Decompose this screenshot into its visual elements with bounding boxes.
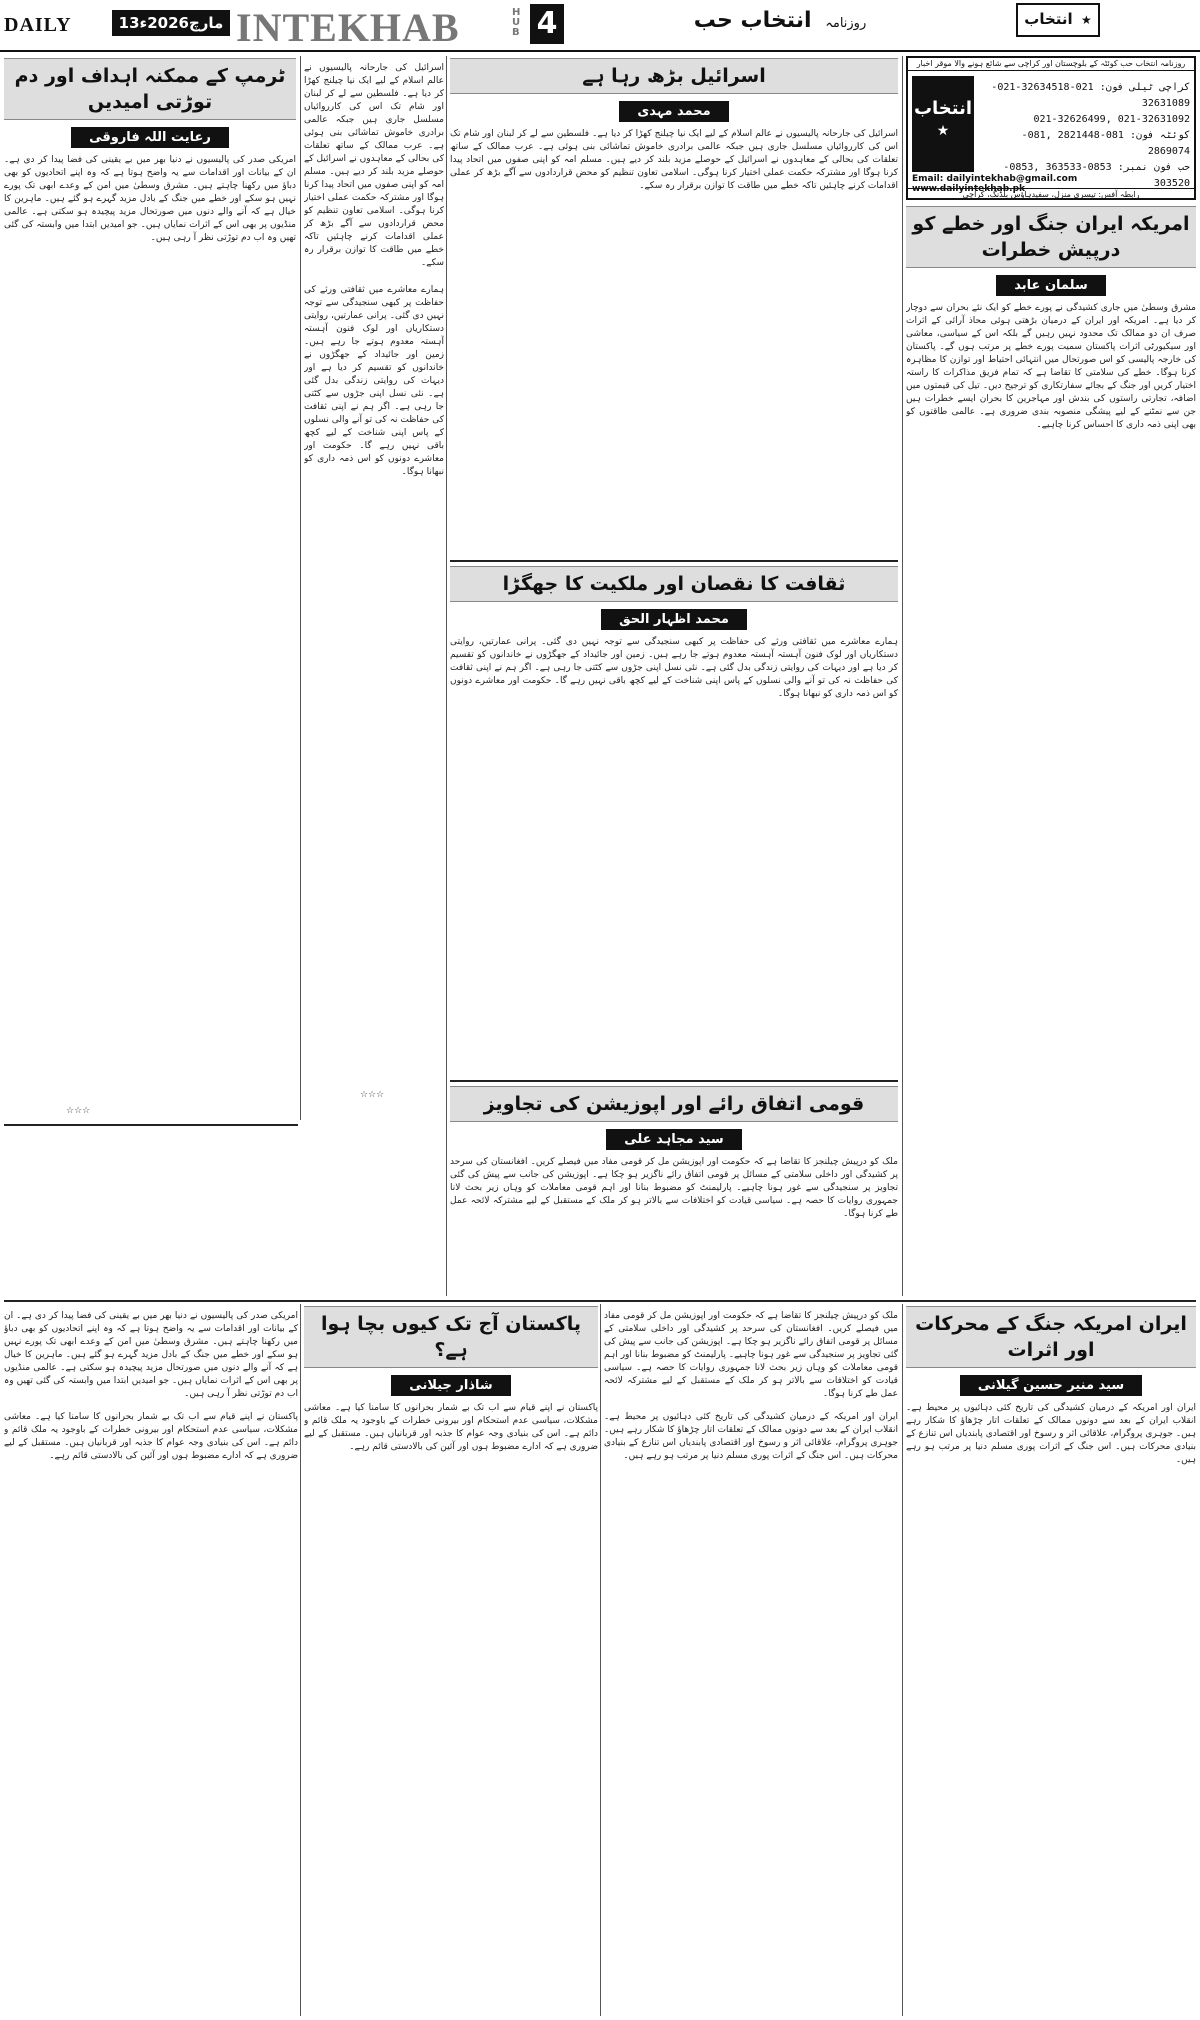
masthead-date: 13مارچ2026ء — [112, 10, 230, 36]
article-body: ملک کو درپیش چیلنجز کا تقاضا ہے کہ حکومت اور اپوزیشن مل کر قومی مفاد میں فیصلے کریں۔ افغانستان کی سرحد پر کشیدگی اور داخلی سلامتی کے مسائل پر قومی اتفاق رائے ناگزیر ہو چکا ہے۔ اپوزیشن کی جانب سے پیش کی گئی تجاویز پر سنجیدگی سے غور ہونا چاہیے۔ پارلیمنٹ کو مضبوط بنانا اور اہم قومی معاملات کو وہاں زیر بحث لانا جمہوری روایات کا حصہ ہے۔ سیاسی قیادت کو اختلافات سے بالاتر ہو کر ملک کے مستقبل کے لیے مشترکہ لائحہ عمل طے کرنا ہوگا۔ — [450, 1157, 898, 1219]
article-headline: ثقافت کا نقصان اور ملکیت کا جھگڑا — [450, 566, 898, 602]
phone-line: کوئٹہ فون: 081-2821448 ,081-2869074 — [1021, 130, 1190, 157]
column-rule — [300, 1304, 301, 2016]
infobox-logo — [912, 76, 974, 172]
article-body-continued: ایران اور امریکہ کے درمیان کشیدگی کی تاریخ کئی دہائیوں پر محیط ہے۔ انقلاب ایران کے بعد سے دونوں ممالک کے تعلقات اتار چڑھاؤ کا شکار رہے ہیں۔ جوہری پروگرام، علاقائی اثر و رسوخ اور اقتصادی پابندیاں اس تنازع کے بنیادی محرکات ہیں۔ اس جنگ کے اثرات پوری مسلم دنیا پر مرتب ہو رہے ہیں۔ — [604, 1412, 898, 1461]
article-culture — [450, 566, 898, 1074]
column-rule — [902, 56, 903, 1296]
article-body-continued: پاکستان نے اپنے قیام سے اب تک بے شمار بحرانوں کا سامنا کیا ہے۔ معاشی مشکلات، سیاسی عدم استحکام اور بیرونی خطرات کے باوجود یہ ملک قائم و دائم ہے۔ اس کی بنیادی وجہ عوام کا جذبہ اور قربانیاں ہیں۔ مستقبل کے لیے ضروری ہے کہ ادارے مضبوط ہوں اور آئین کی بالادستی قائم رہے۔ — [4, 1412, 298, 1461]
phone-line: 021-32631092 ,021-32626499 — [1033, 114, 1190, 125]
masthead-hub: H U B — [512, 7, 521, 38]
article-body: اسرائیل کی جارحانہ پالیسیوں نے عالم اسلام کے لیے ایک نیا چیلنج کھڑا کر دیا ہے۔ فلسطین سے لے کر لبنان اور شام تک اس کی کارروائیاں مسلسل جاری ہیں جبکہ عالمی برادری خاموش تماشائی بنی ہوئی ہے۔ عرب ممالک کے ساتھ تعلقات کی بحالی کے معاہدوں نے اسرائیل کے حوصلے مزید بلند کر دیے ہیں۔ مسلم امہ کو اپنی صفوں میں اتحاد پیدا کرنا ہوگا اور مشترکہ حکمت عملی اختیار کرنا ہوگی۔ اسلامی تعاون تنظیم کو محض قراردادوں سے آگے بڑھ کر عملی اقدامات کرنے چاہئیں تاکہ خطے میں طاقت کا توازن برقرار رہ سکے۔ — [450, 129, 898, 191]
masthead-urdu-prefix: روزنامہ — [825, 16, 867, 31]
article-byline: محمد مہدی — [619, 101, 728, 122]
column-rule — [600, 1304, 601, 2016]
page-number: 4 — [530, 4, 564, 44]
article-headline: ایران امریکہ جنگ کے محرکات اور اثرات — [906, 1306, 1196, 1368]
article-body-continued: ملک کو درپیش چیلنجز کا تقاضا ہے کہ حکومت اور اپوزیشن مل کر قومی مفاد میں فیصلے کریں۔ افغانستان کی سرحد پر کشیدگی اور داخلی سلامتی کے مسائل پر قومی اتفاق رائے ناگزیر ہو چکا ہے۔ اپوزیشن کی جانب سے پیش کی گئی تجاویز پر سنجیدگی سے غور ہونا چاہیے۔ پارلیمنٹ کو مضبوط بنانا اور اہم قومی معاملات کو وہاں زیر بحث لانا جمہوری روایات کا حصہ ہے۔ سیاسی قیادت کو اختلافات سے بالاتر ہو کر ملک کے مستقبل کے لیے مشترکہ لائحہ عمل طے کرنا ہوگا۔ — [604, 1311, 898, 1399]
article-body: ہمارے معاشرے میں ثقافتی ورثے کی حفاظت پر کبھی سنجیدگی سے توجہ نہیں دی گئی۔ پرانی عمارتیں، روایتی دستکاریاں اور لوک فنون آہستہ آہستہ معدوم ہوتے جا رہے ہیں۔ زمین اور جائیداد کے جھگڑوں نے خاندانوں کو تقسیم کر دیا ہے اور دیہات کی روایتی زندگی بدل گئی ہے۔ نئی نسل اپنی جڑوں سے کٹتی جا رہی ہے۔ اگر ہم نے اپنی ثقافت کی حفاظت نہ کی تو آنے والی نسلوں کے پاس اپنی شناخت کے لیے کچھ باقی نہیں رہے گا۔ حکومت اور معاشرے دونوں کو اس ذمہ داری کو نبھانا ہوگا۔ — [450, 637, 898, 699]
infobox-strip: روزنامہ انتخاب حب کوئٹہ کے بلوچستان اور کراچی سے شائع ہونے والا موقر اخبار — [908, 58, 1194, 71]
article-trump-goals — [4, 58, 296, 1118]
end-marker-icon: ☆☆☆ — [66, 1106, 91, 1116]
masthead-urdu-title — [580, 8, 980, 33]
section-divider — [4, 1300, 1196, 1302]
article-body-continued: ہمارے معاشرے میں ثقافتی ورثے کی حفاظت پر کبھی سنجیدگی سے توجہ نہیں دی گئی۔ پرانی عمارتیں، روایتی دستکاریاں اور لوک فنون آہستہ آہستہ معدوم ہوتے جا رہے ہیں۔ زمین اور جائیداد کے جھگڑوں نے خاندانوں کو تقسیم کر دیا ہے اور دیہات کی روایتی زندگی بدل گئی ہے۔ نئی نسل اپنی جڑوں سے کٹتی جا رہی ہے۔ اگر ہم نے اپنی ثقافت کی حفاظت نہ کی تو آنے والی نسلوں کے پاس اپنی شناخت کے لیے کچھ باقی نہیں رہے گا۔ حکومت اور معاشرے دونوں کو اس ذمہ داری کو نبھانا ہوگا۔ — [304, 285, 444, 477]
article-byline: شاذار جیلانی — [391, 1375, 510, 1396]
column-rule — [902, 1304, 903, 2016]
article-body: پاکستان نے اپنے قیام سے اب تک بے شمار بحرانوں کا سامنا کیا ہے۔ معاشی مشکلات، سیاسی عدم استحکام اور بیرونی خطرات کے باوجود یہ ملک قائم و دائم ہے۔ اس کی بنیادی وجہ عوام کا جذبہ اور قربانیاں ہیں۔ مستقبل کے لیے ضروری ہے کہ ادارے مضبوط ہوں اور آئین کی بالادستی قائم رہے۔ — [304, 1403, 598, 1452]
article-israel — [450, 58, 898, 556]
article-body-continued: اسرائیل کی جارحانہ پالیسیوں نے عالم اسلام کے لیے ایک نیا چیلنج کھڑا کر دیا ہے۔ فلسطین سے لے کر لبنان اور شام تک اس کی کارروائیاں مسلسل جاری ہیں جبکہ عالمی برادری خاموش تماشائی بنی ہوئی ہے۔ عرب ممالک کے ساتھ تعلقات کی بحالی کے معاہدوں نے اسرائیل کے حوصلے مزید بلند کر دیے ہیں۔ مسلم امہ کو اپنی صفوں میں اتحاد پیدا کرنا ہوگا اور مشترکہ حکمت عملی اختیار کرنا ہوگی۔ اسلامی تعاون تنظیم کو محض قراردادوں سے آگے بڑھ کر عملی اقدامات کرنے چاہئیں تاکہ خطے میں طاقت کا توازن برقرار رہ سکے۔ — [304, 63, 444, 268]
infobox-logo-text: انتخاب — [913, 98, 973, 119]
masthead-daily: DAILY — [4, 14, 72, 36]
phone-line: حب فون نمبر: 0853-363533 ,0853-303520 — [1003, 162, 1190, 189]
masthead-name: INTEKHAB — [236, 5, 460, 50]
section-divider — [4, 1124, 298, 1126]
masthead — [0, 0, 1200, 52]
article-body: مشرق وسطیٰ میں جاری کشیدگی نے پورے خطے کو ایک نئے بحران سے دوچار کر دیا ہے۔ امریکہ اور ایران کے درمیان بڑھتی ہوئی محاذ آرائی کے اثرات صرف ان دو ممالک تک محدود نہیں رہیں گے بلکہ اس کے سیاسی، معاشی اور سیکیورٹی اثرات پاکستان سمیت پورے خطے پر مرتب ہوں گے۔ پاکستان کی خارجہ پالیسی کو اس صورتحال میں انتہائی احتیاط اور توازن کا مظاہرہ کرنا ہوگا۔ خطے کی سلامتی کا تقاضا ہے کہ تمام فریق مذاکرات کا راستہ اختیار کریں اور جنگ کے بجائے سفارتکاری کو ترجیح دیں۔ تیل کی قیمتوں میں اضافہ، تجارتی راستوں کی بندش اور مہاجرین کا بحران ایسے خطرات ہیں جن سے نمٹنے کے لیے پیشگی منصوبہ بندی ضروری ہے۔ عالمی طاقتوں کو بھی اپنی ذمہ داری کا احساس کرنا چاہیے۔ — [906, 303, 1196, 430]
article-pakistan-survival — [304, 1306, 598, 2016]
phone-line: کراچی ٹیلی فون: 021-32634518-021-32631089 — [991, 82, 1190, 109]
article-headline: ٹرمپ کے ممکنہ اہداف اور دم توڑتی امیدیں — [4, 58, 296, 120]
article-byline: رعایت اللہ فاروقی — [71, 127, 229, 148]
star-icon: ★ — [936, 123, 950, 139]
article-byline: محمد اظہار الحق — [601, 609, 747, 630]
continued-column — [4, 1306, 298, 2016]
article-headline: قومی اتفاق رائے اور اپوزیشن کی تجاویز — [450, 1086, 898, 1122]
end-marker-icon: ☆☆☆ — [360, 1090, 385, 1100]
star-icon: ★ — [1080, 13, 1092, 27]
masthead-logo — [1016, 3, 1100, 37]
article-national-consensus — [450, 1086, 898, 1296]
contact-infobox — [906, 56, 1196, 200]
continued-column — [304, 58, 444, 1296]
column-rule — [446, 56, 447, 1296]
office-address: رابطہ آفس: تیسری منزل، سفیدہاؤس بلڈنگ، کراچی — [908, 188, 1194, 200]
section-divider — [450, 560, 898, 562]
article-headline: پاکستان آج تک کیوں بچا ہوا ہے؟ — [304, 1306, 598, 1368]
article-body: ایران اور امریکہ کے درمیان کشیدگی کی تاریخ کئی دہائیوں پر محیط ہے۔ انقلاب ایران کے بعد سے دونوں ممالک کے تعلقات اتار چڑھاؤ کا شکار رہے ہیں۔ جوہری پروگرام، علاقائی اثر و رسوخ اور اقتصادی پابندیاں اس تنازع کے بنیادی محرکات ہیں۔ اس جنگ کے اثرات پوری مسلم دنیا پر مرتب ہو رہے ہیں۔ — [906, 1403, 1196, 1465]
email-link[interactable]: Email: dailyintekhab@gmail.com — [912, 174, 1078, 184]
continued-column — [604, 1306, 898, 2016]
article-body: امریکی صدر کی پالیسیوں نے دنیا بھر میں بے یقینی کی فضا پیدا کر دی ہے۔ ان کے بیانات اور اقدامات سے یہ واضح ہوتا ہے کہ وہ اپنے اتحادیوں کو بھی دباؤ میں رکھنا چاہتے ہیں۔ مشرق وسطیٰ میں امن کے وعدے ابھی تک پورے نہیں ہو سکے اور خطے میں جنگ کے بادل مزید گہرے ہو گئے ہیں۔ ماہرین کا خیال ہے کہ آنے والے دنوں میں صورتحال مزید پیچیدہ ہو سکتی ہے۔ عالمی منڈیوں پر بھی اس کے اثرات نمایاں ہیں۔ جو امیدیں ابتدا میں وابستہ کی گئی تھیں وہ اب دم توڑتی نظر آ رہی ہیں۔ — [4, 155, 296, 243]
article-iran-us-risks — [906, 206, 1196, 1296]
masthead-logo-text: انتخاب — [1024, 10, 1073, 28]
article-headline: امریکہ ایران جنگ اور خطے کو درپیش خطرات — [906, 206, 1196, 268]
column-rule — [300, 56, 301, 1120]
website-link[interactable]: www.dailyintekhab.pk — [912, 184, 1025, 194]
article-byline: سلمان عابد — [996, 275, 1105, 296]
section-divider — [450, 1080, 898, 1082]
masthead-urdu-name: انتخاب حب — [693, 8, 812, 33]
article-iran-us-motives — [906, 1306, 1196, 2016]
article-byline: سید منیر حسین گیلانی — [960, 1375, 1142, 1396]
article-byline: سید مجاہد علی — [606, 1129, 741, 1150]
article-headline: اسرائیل بڑھ رہا ہے — [450, 58, 898, 94]
article-body-continued: امریکی صدر کی پالیسیوں نے دنیا بھر میں بے یقینی کی فضا پیدا کر دی ہے۔ ان کے بیانات اور اقدامات سے یہ واضح ہوتا ہے کہ وہ اپنے اتحادیوں کو بھی دباؤ میں رکھنا چاہتے ہیں۔ مشرق وسطیٰ میں امن کے وعدے ابھی تک پورے نہیں ہو سکے اور خطے میں جنگ کے بادل مزید گہرے ہو گئے ہیں۔ ماہرین کا خیال ہے کہ آنے والے دنوں میں صورتحال مزید پیچیدہ ہو سکتی ہے۔ عالمی منڈیوں پر بھی اس کے اثرات نمایاں ہیں۔ جو امیدیں ابتدا میں وابستہ کی گئی تھیں وہ اب دم توڑتی نظر آ رہی ہیں۔ — [4, 1311, 298, 1399]
